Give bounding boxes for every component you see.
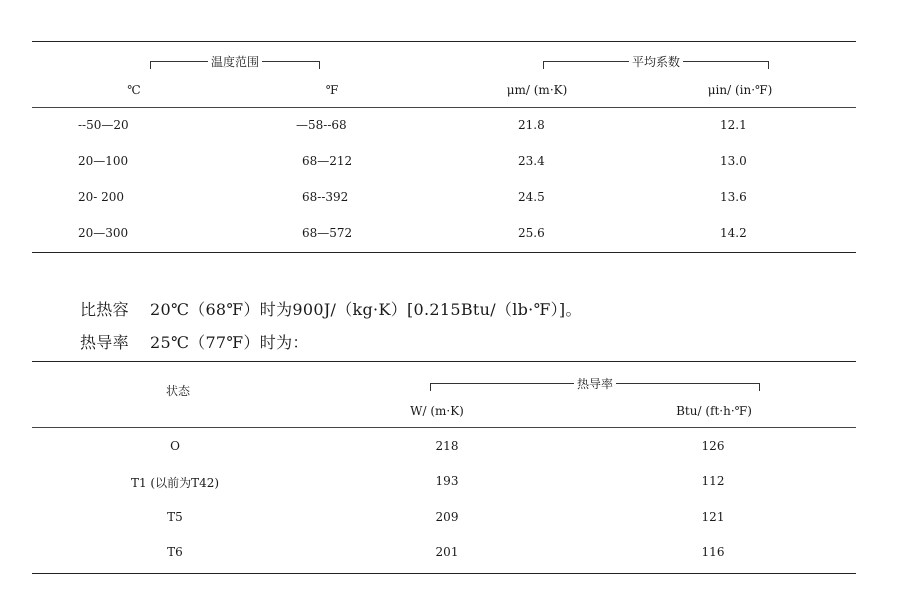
table2-col-header-state: 状态 [165,384,191,398]
thermal-conductivity-text: 25℃（77℉）时为： [150,333,309,352]
table2-col-header-metric: W/ (m·K) [410,404,464,418]
table2-col-header-imperial: Btu/ (ft·h·℉) [676,404,752,418]
table1-cell-fahrenheit: 68—572 [302,226,353,240]
table1-cell-imperial: 12.1 [720,118,747,132]
table1-cell-imperial: 14.2 [720,226,747,240]
temperature-range-group-header: 温度范围 [150,61,320,69]
table1-cell-celsius: --50—20 [78,118,129,132]
table2-cell-metric: 209 [435,510,459,524]
table1-cell-fahrenheit: —58--68 [296,118,347,132]
table1-top-rule [32,41,856,42]
table2-cell-state: T1 (以前为T42) [130,476,220,490]
table2-cell-metric: 193 [435,474,459,488]
thermal-conductivity-group-header: 热导率 [430,383,760,391]
table1-cell-fahrenheit: 68--392 [302,190,349,204]
table1-col-header-imperial: μin/ (in·℉) [707,83,773,97]
table1-cell-metric: 24.5 [518,190,545,204]
specific-heat-line [80,297,582,320]
thermal-conductivity-label: 热导率 [80,333,129,352]
table1-cell-metric: 25.6 [518,226,545,240]
table2-cell-state: T6 [167,545,183,559]
table1-cell-fahrenheit: 68—212 [302,154,353,168]
table2-cell-state: O [170,439,180,453]
table1-cell-metric: 23.4 [518,154,545,168]
table2-header-rule [32,427,856,428]
thermal-conductivity-line [80,330,309,353]
table1-cell-celsius: 20—300 [78,226,129,240]
table2-top-rule [32,361,856,362]
specific-heat-text: 20℃（68℉）时为900J/（kg·K）[0.215Btu/（lb·℉）]。 [150,300,582,319]
table1-header-rule [32,107,856,108]
table2-cell-imperial: 126 [701,439,725,453]
table1-bottom-rule [32,252,856,253]
table1-cell-imperial: 13.6 [720,190,747,204]
table2-bottom-rule [32,573,856,574]
table1-col-header-celsius: ℃ [127,83,141,97]
table2-cell-metric: 218 [435,439,459,453]
specific-heat-label: 比热容 [80,300,129,319]
table1-cell-celsius: 20- 200 [78,190,125,204]
table2-cell-imperial: 112 [701,474,725,488]
mean-coefficient-group-header: 平均系数 [543,61,769,69]
table2-cell-state: T5 [167,510,183,524]
table1-cell-metric: 21.8 [518,118,545,132]
table1-col-header-metric: μm/ (m·K) [506,83,568,97]
table1-col-header-fahrenheit: ℉ [325,83,339,97]
table1-cell-celsius: 20—100 [78,154,129,168]
table1-cell-imperial: 13.0 [720,154,747,168]
table2-cell-imperial: 121 [701,510,725,524]
table2-cell-metric: 201 [435,545,459,559]
table2-cell-imperial: 116 [701,545,725,559]
